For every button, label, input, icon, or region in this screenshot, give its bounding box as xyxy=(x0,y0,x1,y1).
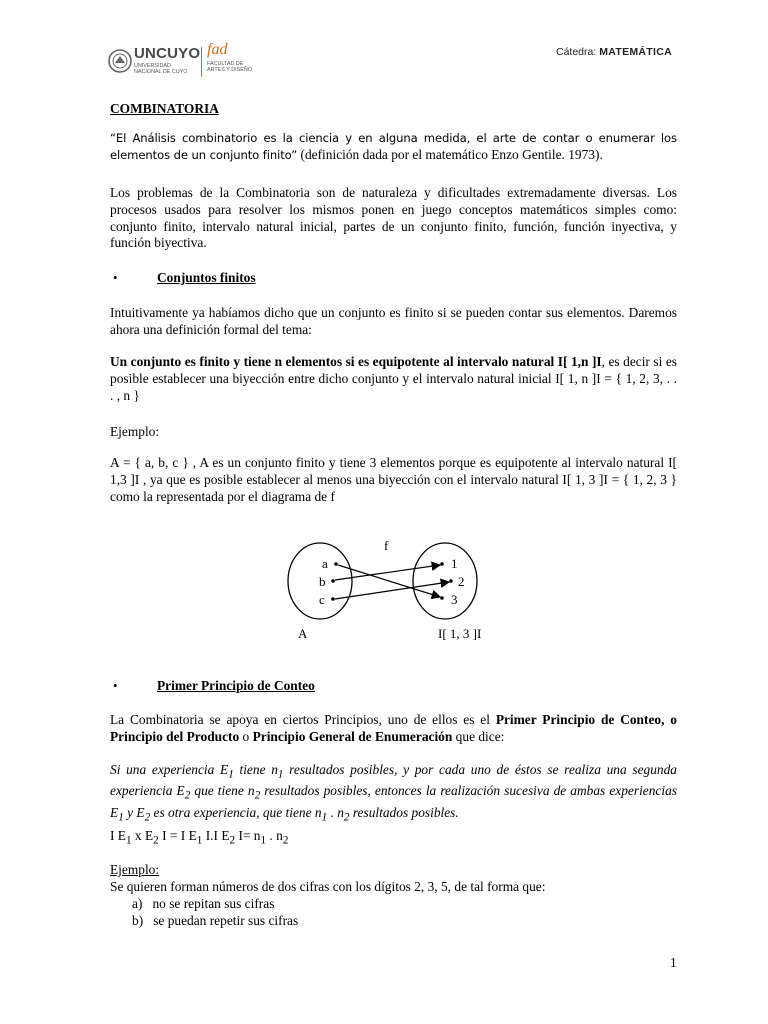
ejemplo-label-2: Ejemplo: xyxy=(110,862,160,877)
point-2 xyxy=(449,579,453,583)
fad-divider xyxy=(201,47,202,77)
conjuntos-paragraph: Intuitivamente ya habíamos dicho que un conjunto es finito si se pueden contar sus elementos. Daremos ahora una definición formal del tema: xyxy=(110,305,677,337)
intro-paragraph: Los problemas de la Combinatoria son de naturaleza y dificultades extremadamente diversas. Los procesos usados para resolver los mismos ponen en juego conceptos matemáticos simples como: conjunto finito, intervalo natural inicial, partes de un conjunto finito, función, función inyectiva, y función biyectiva. xyxy=(110,185,677,251)
bullet: • xyxy=(113,270,118,285)
fad-subtitle: FACULTAD DE ARTES Y DISEÑO xyxy=(207,61,252,73)
right-element: 2 xyxy=(458,574,465,589)
page-title: COMBINATORIA xyxy=(110,101,219,116)
left-element: c xyxy=(319,592,325,607)
function-diagram xyxy=(280,535,520,647)
right-element: 1 xyxy=(451,556,458,571)
section-heading-primer-principio: Primer Principio de Conteo xyxy=(157,678,315,693)
header-logos xyxy=(108,41,258,84)
page-number: 1 xyxy=(670,955,677,970)
point-b xyxy=(331,579,335,583)
definition-paragraph: Un conjunto es finito y tiene n elementos si es equipotente al intervalo natural I[ 1,n ]I, es decir si es posible establecer una biyección entre dicho conjunto y el intervalo natural inicial I[ 1, n ]I = { 1, 2, 3, . . . , n } xyxy=(110,354,677,403)
point-c xyxy=(331,597,335,601)
section-heading-conjuntos: Conjuntos finitos xyxy=(157,270,256,285)
list-item: b) se puedan repetir sus cifras xyxy=(132,913,299,928)
uncuyo-seal-icon xyxy=(108,44,132,78)
uncuyo-logo-text: UNCUYO xyxy=(134,45,201,62)
bullet: • xyxy=(113,678,118,693)
point-1 xyxy=(440,562,444,566)
set-b-ellipse xyxy=(413,543,477,619)
example-paragraph: A = { a, b, c } , A es un conjunto finito y tiene 3 elementos porque es equipotente al intervalo natural I[ 1,3 ]I , ya que es posible establecer al menos una biyección con el intervalo natural I[ 1, 3 ]I = { 1, 2, 3 } como la representada por el diagrama de f xyxy=(110,455,677,504)
fad-logo-text: fad xyxy=(207,41,228,58)
intro-quote-paragraph: “El Análisis combinatorio es la ciencia y en alguna medida, el arte de contar o enumerar los elementos de un conjunto finito” (definición dada por el matemático Enzo Gentile. 1973). xyxy=(110,131,677,162)
principio-statement: Si una experiencia $E_1$ tiene $n_1$ resultados posibles, y por cada uno de éstos se realiza una segunda experiencia $E_2$ que tiene $n_2$ resultados posibles, entonces la realización sucesiva de ambas experiencias $E_1$ y $E_2$ es otra experiencia, que tiene $n_1$ . $n_2$ resultados posibles. xyxy=(110,762,678,824)
catedra-label: Cátedra: MATEMÁTICA xyxy=(556,46,672,58)
product-formula: I $E_1$ x $E_2$ I = I $E_1$ I.I $E_2$ $I= n_1$ . $n_2$ xyxy=(110,828,289,847)
intro-quote: “El Análisis combinatorio es la ciencia y en alguna medida, el arte de contar o enumerar los elementos de un conjunto finito” xyxy=(110,131,677,162)
principio-paragraph: La Combinatoria se apoya en ciertos Principios, uno de ellos es el Primer Principio de Conteo, o Principio del Producto o Principio General de Enumeración que dice: xyxy=(110,712,677,744)
point-a xyxy=(334,562,338,566)
example-paragraph-2: Se quieren forman números de dos cifras con los dígitos 2, 3, 5, de tal forma que: xyxy=(110,879,546,894)
left-element: b xyxy=(319,574,326,589)
ejemplo-label: Ejemplo: xyxy=(110,424,160,439)
point-3 xyxy=(440,596,444,600)
function-label: f xyxy=(384,538,389,553)
set-a-label: A xyxy=(298,626,308,641)
arrow-a-3 xyxy=(338,565,440,597)
right-element: 3 xyxy=(451,592,458,607)
list-item: a) no se repitan sus cifras xyxy=(132,896,275,911)
uncuyo-subtitle: UNIVERSIDAD NACIONAL DE CUYO xyxy=(134,63,188,75)
set-b-label: I[ 1, 3 ]I xyxy=(438,626,482,641)
left-element: a xyxy=(322,556,328,571)
